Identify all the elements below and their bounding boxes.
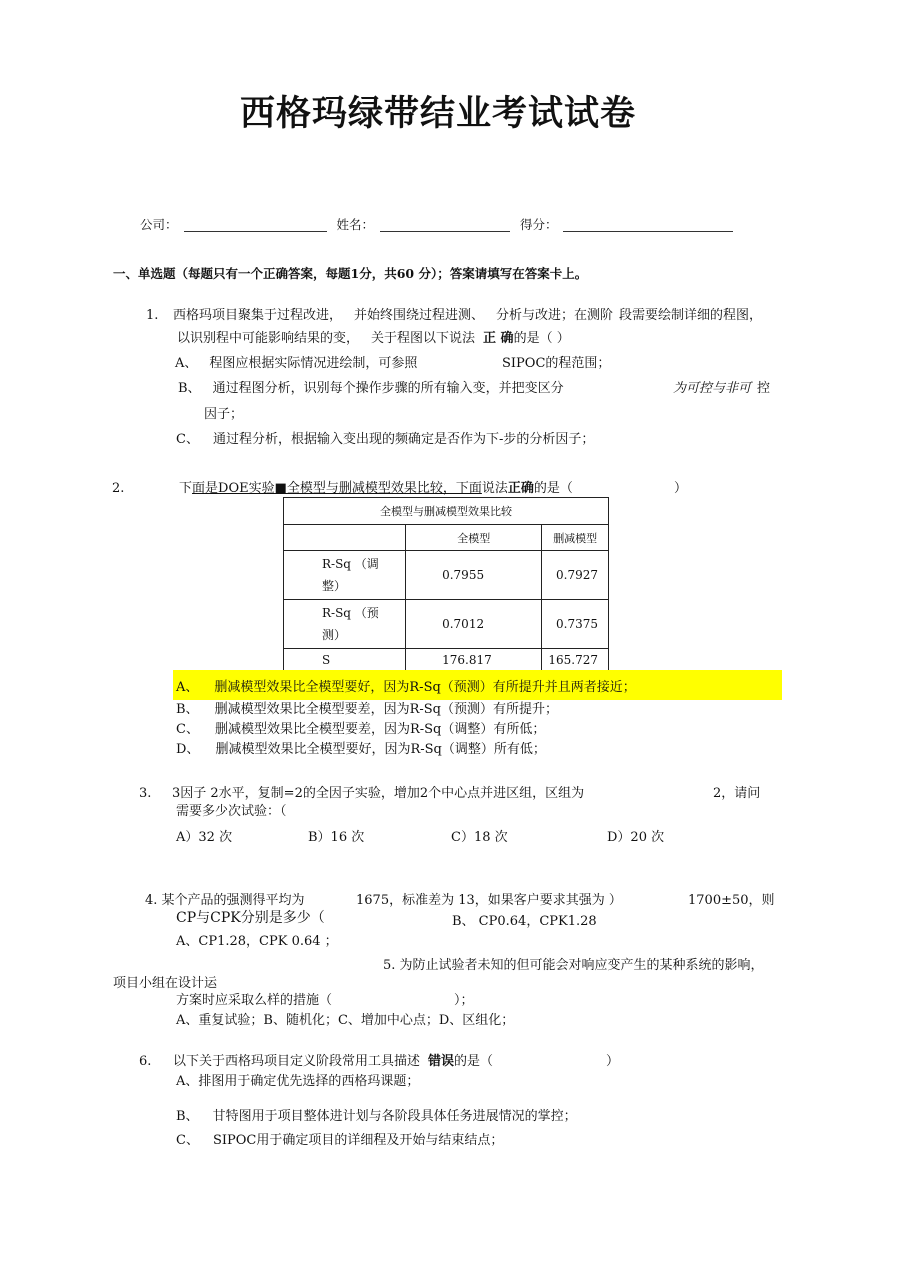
table-row — [284, 600, 609, 649]
table-row-label — [284, 551, 406, 600]
q1-option-b-end: 控 — [757, 381, 771, 396]
q1-option-a[interactable] — [175, 356, 417, 372]
q5-options[interactable]: A、重复试验；B、随机化；C、增加中心点；D、区组化； — [176, 1013, 515, 1028]
q1-option-a-text2: SIPOC的程范围； — [502, 356, 611, 371]
row-label-line1: R-Sq （预 — [322, 606, 379, 620]
q5-stem-c: 方案时应采取么样的措施（ — [176, 993, 333, 1008]
q3-stem-a: 3因子 2水平，复制=2的全因子实验，增加2个中心点并进区组，区组为 — [172, 786, 585, 801]
table-header-reduced: 删减模型 — [542, 525, 609, 551]
q1-number: 1. — [146, 308, 159, 323]
row-label-line1: R-Sq （调 — [322, 557, 379, 571]
q4-stem2: CP与CPK分别是多少（ — [176, 910, 325, 926]
q1-stem-line1 — [173, 308, 762, 324]
page-title: 西格玛绿带结业考试试卷 — [240, 93, 637, 134]
q1-option-c-label: C、 — [176, 432, 199, 447]
q3-number: 3. — [139, 786, 152, 801]
table-cell-reduced: 165.727 — [542, 649, 609, 672]
q1-option-c[interactable] — [176, 432, 594, 448]
row-label-line2: 测） — [322, 628, 347, 642]
q2-option-c-label: C、 — [176, 722, 199, 737]
q1-option-b-cont: 因子； — [204, 407, 244, 422]
company-blank[interactable] — [184, 217, 327, 232]
table-row-label — [284, 600, 406, 649]
q3-option-a[interactable]: A）32 次 — [176, 830, 233, 845]
q1-stem-b: 并始终围绕过程进测、 — [354, 308, 485, 323]
q6-stem-b: 的是（ — [454, 1054, 494, 1069]
q2-option-a-text: 删减模型效果比全模型要好，因为R-Sq（预测）有所提升并且两者接近； — [214, 680, 636, 695]
q6-option-b-label: B、 — [176, 1109, 199, 1124]
q2-stem-c: 说法 — [481, 481, 508, 496]
q2-option-d[interactable] — [176, 742, 546, 758]
table-row-label: S — [284, 649, 406, 672]
table-cell-reduced: 0.7375 — [542, 600, 609, 649]
q1-stem2-c: 的是（ ） — [513, 331, 570, 346]
q2-option-b-label: B、 — [176, 702, 199, 717]
q1-option-b-text: 通过程图分析，识别每个操作步骤的所有输入变，并把变区分 — [212, 381, 564, 396]
table-row — [284, 551, 609, 600]
q1-stem-line2 — [177, 331, 570, 347]
q2-stem-a: 下 — [179, 481, 193, 496]
q1-option-b-italic: 为可控与非可 — [673, 381, 752, 396]
q5-stem-b: 项目小组在设计运 — [113, 976, 218, 991]
name-blank[interactable] — [380, 217, 510, 232]
q1-stem2-a: 以识别程中可能影响结果的变， — [177, 331, 360, 346]
section-heading: 一、单选题（每题只有一个正确答案，每题1分，共60 分）；答案请填写在答案卡上。 — [113, 266, 588, 281]
q1-stem-c: 分析与改进；在测阶 — [496, 308, 614, 323]
q1-option-a-label: A、 — [175, 356, 198, 371]
q6-option-c-label: C、 — [176, 1133, 199, 1148]
q2-option-c[interactable] — [176, 722, 545, 738]
q6-stem-close: ） — [606, 1054, 620, 1069]
q1-option-a-text: 程图应根据实际情况进绘制，可参照 — [209, 356, 418, 371]
table-header-empty — [284, 525, 406, 551]
q2-stem-d: 的是（ — [533, 481, 573, 496]
table-cell-full: 176.817 — [406, 649, 542, 672]
q6-stem-bold: 错误 — [428, 1054, 455, 1069]
q4-option-a[interactable]: A、CP1.28，CPK 0.64 ； — [176, 934, 338, 949]
q2-option-d-text: 删减模型效果比全模型要好，因为R-Sq（调整）所有低； — [215, 742, 546, 757]
q6-stem — [173, 1054, 493, 1070]
q2-option-b-text: 删减模型效果比全模型要差，因为R-Sq（预测）有所提升； — [214, 702, 558, 717]
q5-stem-close: ）； — [454, 993, 474, 1008]
q1-option-b[interactable] — [178, 381, 564, 397]
q2-stem-bold: 正确 — [507, 481, 534, 496]
q6-number: 6. — [139, 1054, 152, 1069]
q6-option-c-text: SIPOC用于确定项目的详细程及开始与结束结点； — [212, 1133, 504, 1148]
q6-stem-a: 以下关于西格玛项目定义阶段常用工具描述 — [173, 1054, 421, 1069]
q2-option-b[interactable] — [176, 702, 558, 718]
row-label-line2: 整） — [322, 579, 347, 593]
q1-option-b-label: B、 — [178, 381, 201, 396]
q4-stem-a: 4. 某个产品的强测得平均为 — [145, 893, 305, 908]
table-row — [284, 649, 609, 672]
q1-stem-d: 段需要绘制详细的程图， — [619, 308, 763, 323]
table-cell-reduced: 0.7927 — [542, 551, 609, 600]
q4-stem-c: 1700±50，则 — [688, 893, 775, 908]
score-blank[interactable] — [563, 217, 733, 232]
q3-stem2: 需要多少次试验：（ — [176, 804, 287, 819]
table-header-full: 全模型 — [406, 525, 542, 551]
q5-stem-a: 5. 为防止试验者未知的但可能会对响应变产生的某种系统的影响， — [383, 958, 764, 973]
name-label: 姓名： — [336, 217, 374, 232]
q2-option-a[interactable] — [176, 680, 636, 696]
q3-option-d[interactable]: D）20 次 — [607, 830, 665, 845]
table-caption: 全模型与删减模型效果比较 — [284, 498, 609, 525]
q2-option-c-text: 删减模型效果比全模型要差，因为R-Sq（调整）有所低； — [214, 722, 546, 737]
q3-option-c[interactable]: C）18 次 — [451, 830, 508, 845]
q4-stem-b: 1675，标准差为 13，如果客户要求其强为 ） — [356, 893, 622, 908]
q1-stem2-b: 关于程图以下说法 — [371, 331, 476, 346]
q3-option-b[interactable]: B）16 次 — [308, 830, 365, 845]
q4-option-b[interactable]: B、 CP0.64，CPK1.28 — [452, 914, 597, 929]
q1-stem-a: 西格玛项目聚集于过程改进， — [173, 308, 343, 323]
q3-stem-b: 2，请问 — [713, 786, 761, 801]
q6-option-c[interactable] — [176, 1133, 503, 1149]
table-header-row — [284, 525, 609, 551]
q1-option-c-text: 通过程分析，根据输入变出现的频确定是否作为下-步的分析因子； — [212, 432, 595, 447]
q1-stem2-bold: 正 确 — [483, 331, 514, 346]
q2-number: 2. — [112, 481, 125, 496]
q2-stem-close: ） — [674, 481, 688, 496]
q6-option-b-text: 甘特图用于项目整体进计划与各阶段具体任务进展情况的掌控； — [212, 1109, 577, 1124]
q2-option-d-label: D、 — [176, 742, 200, 757]
q1-option-b-tail — [673, 381, 770, 397]
table-cell-full: 0.7012 — [406, 600, 542, 649]
q6-option-a[interactable]: A、排图用于确定优先选择的西格玛课题； — [176, 1074, 420, 1089]
company-label: 公司： — [140, 217, 178, 232]
model-comparison-table — [283, 497, 609, 672]
q2-option-a-label: A、 — [176, 680, 199, 695]
table-cell-full: 0.7955 — [406, 551, 542, 600]
score-label: 得分： — [519, 217, 558, 232]
header-fields — [140, 217, 733, 232]
q6-option-b[interactable] — [176, 1109, 577, 1125]
q2-stem — [179, 481, 573, 497]
q2-stem-b: 面是DOE实验■全模型与删减模型效果比较，下面 — [192, 481, 482, 496]
